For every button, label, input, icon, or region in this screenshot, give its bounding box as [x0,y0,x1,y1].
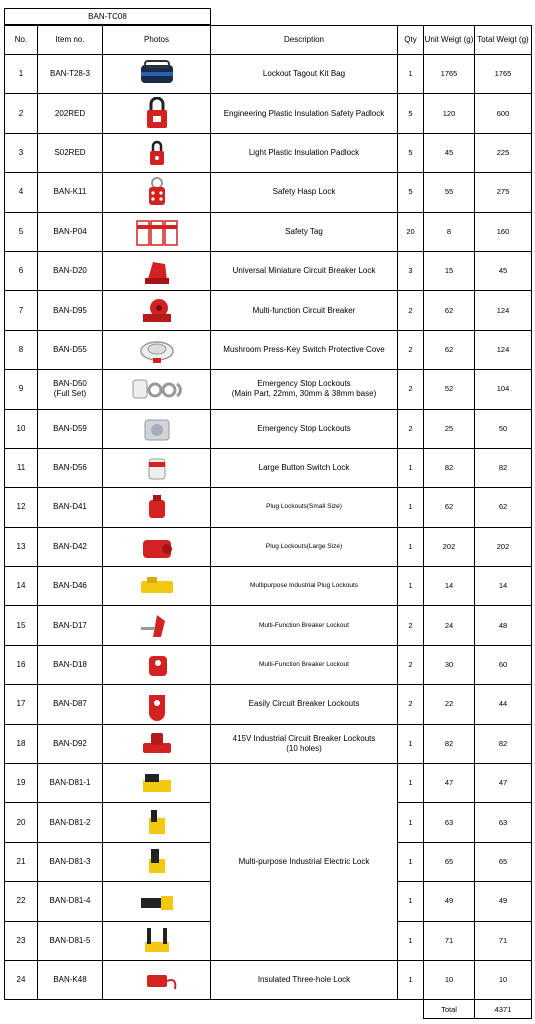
item-number: BAN-D81-1 [38,764,103,803]
table-row [5,960,532,999]
row-number: 24 [5,960,38,999]
item-unit-weight: 45 [424,133,475,172]
item-unit-weight: 82 [424,448,475,487]
header-row [5,26,532,55]
item-number: BAN-D92 [38,724,103,763]
item-description: Emergency Stop Lockouts (Main Part, 22mm, 30mm & 38mm base) [211,370,398,409]
product-photo [103,724,211,763]
row-number: 6 [5,251,38,290]
item-number: BAN-K11 [38,173,103,212]
item-qty: 2 [398,645,424,684]
estop-icon [131,412,183,446]
item-number: BAN-P04 [38,212,103,251]
table-row [5,370,532,409]
product-photo [103,251,211,290]
item-total-weight: 124 [475,291,532,330]
industrial-plug-icon [131,569,183,603]
item-unit-weight: 82 [424,724,475,763]
item-unit-weight: 65 [424,842,475,881]
electric-lock-1-icon [131,766,183,800]
item-number: BAN-D87 [38,685,103,724]
item-unit-weight: 55 [424,173,475,212]
header-unit-weight: Unit Weigt (g) [424,26,475,55]
total-row [5,1000,532,1019]
item-qty: 1 [398,960,424,999]
table-row [5,527,532,566]
item-qty: 2 [398,606,424,645]
item-qty: 1 [398,55,424,94]
row-number: 5 [5,212,38,251]
table-row [5,133,532,172]
item-number: BAN-D17 [38,606,103,645]
item-unit-weight: 14 [424,567,475,606]
plug-small-icon [131,490,183,524]
item-unit-weight: 1765 [424,55,475,94]
product-photo [103,567,211,606]
item-unit-weight: 120 [424,94,475,133]
row-number: 16 [5,645,38,684]
table-row [5,764,532,803]
item-description: Insulated Three-hole Lock [211,960,398,999]
electric-lock-3-icon [131,845,183,879]
table-row [5,330,532,369]
item-qty: 1 [398,567,424,606]
header-description: Description [211,26,398,55]
product-photo [103,409,211,448]
item-total-weight: 65 [475,842,532,881]
item-description: 415V Industrial Circuit Breaker Lockouts (10 holes) [211,724,398,763]
row-number: 19 [5,764,38,803]
item-description: Safety Hasp Lock [211,173,398,212]
button-lock-icon [131,451,183,485]
product-photo [103,803,211,842]
item-description: Multi-function Circuit Breaker [211,291,398,330]
item-unit-weight: 15 [424,251,475,290]
item-description: Universal Miniature Circuit Breaker Lock [211,251,398,290]
product-photo [103,330,211,369]
item-total-weight: 202 [475,527,532,566]
product-photo [103,842,211,881]
kit-bag-icon [131,57,183,91]
item-qty: 1 [398,882,424,921]
item-qty: 2 [398,685,424,724]
item-qty: 20 [398,212,424,251]
parts-table [4,25,532,1019]
item-qty: 1 [398,488,424,527]
electric-lock-4-icon [131,884,183,918]
row-number: 22 [5,882,38,921]
item-qty: 5 [398,94,424,133]
header-qty: Qty [398,26,424,55]
hasp-icon [131,175,183,209]
item-description: Easily Circuit Breaker Lockouts [211,685,398,724]
row-number: 3 [5,133,38,172]
table-row [5,291,532,330]
item-number: BAN-D20 [38,251,103,290]
multi-breaker-icon [131,294,183,328]
product-photo [103,685,211,724]
item-number: BAN-D81-3 [38,842,103,881]
item-number: BAN-D81-5 [38,921,103,960]
item-qty: 1 [398,448,424,487]
row-number: 8 [5,330,38,369]
item-qty: 1 [398,803,424,842]
item-total-weight: 600 [475,94,532,133]
three-hole-lock-icon [131,963,183,997]
plug-large-icon [131,530,183,564]
item-total-weight: 104 [475,370,532,409]
item-description: Lockout Tagout Kit Bag [211,55,398,94]
product-photo [103,488,211,527]
item-total-weight: 71 [475,921,532,960]
item-description: Safety Tag [211,212,398,251]
header-item: Item no. [38,26,103,55]
easy-breaker-icon [131,687,183,721]
product-photo [103,645,211,684]
item-qty: 1 [398,842,424,881]
small-padlock-icon [131,136,183,170]
item-description: Mushroom Press-Key Switch Protective Cove [211,330,398,369]
table-row [5,448,532,487]
item-qty: 5 [398,173,424,212]
product-photo [103,133,211,172]
item-qty: 2 [398,291,424,330]
kit-title: BAN-TC08 [5,9,211,25]
item-total-weight: 124 [475,330,532,369]
item-total-weight: 10 [475,960,532,999]
item-total-weight: 50 [475,409,532,448]
row-number: 4 [5,173,38,212]
item-description: Multi-purpose Industrial Electric Lock [211,764,398,961]
item-description: Multi-Function Breaker Lockout [211,606,398,645]
total-label: Total [424,1000,475,1019]
product-photo [103,173,211,212]
row-number: 2 [5,94,38,133]
row-number: 18 [5,724,38,763]
item-number: BAN-D42 [38,527,103,566]
item-total-weight: 49 [475,882,532,921]
item-number: 202RED [38,94,103,133]
row-number: 9 [5,370,38,409]
item-number: BAN-D56 [38,448,103,487]
item-number: BAN-D41 [38,488,103,527]
product-photo [103,764,211,803]
item-qty: 1 [398,764,424,803]
product-photo [103,448,211,487]
item-unit-weight: 24 [424,606,475,645]
item-unit-weight: 62 [424,488,475,527]
table-row [5,685,532,724]
item-description: Plug Lockouts(Large Size) [211,527,398,566]
item-description: Plug Lockouts(Small Size) [211,488,398,527]
tags-icon [131,215,183,249]
table-row [5,94,532,133]
row-number: 13 [5,527,38,566]
item-number: BAN-D18 [38,645,103,684]
item-description: Multipurpose Industrial Plug Lockouts [211,567,398,606]
padlock-icon [131,97,183,131]
item-unit-weight: 8 [424,212,475,251]
item-description: Large Button Switch Lock [211,448,398,487]
item-number: BAN-D59 [38,409,103,448]
item-number: BAN-T28-3 [38,55,103,94]
415v-breaker-icon [131,727,183,761]
item-number: BAN-D50 (Full Set) [38,370,103,409]
item-description: Light Plastic Insulation Padlock [211,133,398,172]
product-photo [103,291,211,330]
item-total-weight: 1765 [475,55,532,94]
row-number: 11 [5,448,38,487]
breaker-lockout-a-icon [131,609,183,643]
row-number: 12 [5,488,38,527]
row-number: 1 [5,55,38,94]
item-unit-weight: 62 [424,330,475,369]
item-total-weight: 60 [475,645,532,684]
header-total-weight: Total Weigt (g) [475,26,532,55]
item-number: S02RED [38,133,103,172]
item-unit-weight: 71 [424,921,475,960]
header-photos: Photos [103,26,211,55]
product-photo [103,212,211,251]
item-total-weight: 47 [475,764,532,803]
item-number: BAN-D81-4 [38,882,103,921]
item-qty: 3 [398,251,424,290]
switch-cover-icon [131,333,183,367]
item-total-weight: 45 [475,251,532,290]
product-photo [103,370,211,409]
row-number: 21 [5,842,38,881]
table-row [5,173,532,212]
row-number: 15 [5,606,38,645]
item-total-weight: 225 [475,133,532,172]
product-photo [103,960,211,999]
item-unit-weight: 49 [424,882,475,921]
table-row [5,55,532,94]
title-table [4,8,211,25]
item-total-weight: 44 [475,685,532,724]
product-photo [103,55,211,94]
item-total-weight: 62 [475,488,532,527]
item-unit-weight: 25 [424,409,475,448]
item-qty: 2 [398,330,424,369]
table-row [5,645,532,684]
row-number: 23 [5,921,38,960]
item-unit-weight: 30 [424,645,475,684]
product-photo [103,94,211,133]
item-number: BAN-D95 [38,291,103,330]
product-photo [103,527,211,566]
item-qty: 1 [398,724,424,763]
item-unit-weight: 10 [424,960,475,999]
item-qty: 1 [398,527,424,566]
breaker-lock-icon [131,254,183,288]
item-unit-weight: 52 [424,370,475,409]
item-number: BAN-D81-2 [38,803,103,842]
row-number: 10 [5,409,38,448]
item-total-weight: 82 [475,448,532,487]
item-qty: 5 [398,133,424,172]
item-number: BAN-D46 [38,567,103,606]
item-qty: 2 [398,409,424,448]
product-photo [103,882,211,921]
item-unit-weight: 63 [424,803,475,842]
breaker-lockout-b-icon [131,648,183,682]
item-total-weight: 275 [475,173,532,212]
header-no: No. [5,26,38,55]
row-number: 17 [5,685,38,724]
row-number: 14 [5,567,38,606]
item-unit-weight: 47 [424,764,475,803]
product-photo [103,921,211,960]
item-description: Multi-Function Breaker Lockout [211,645,398,684]
table-row [5,488,532,527]
item-total-weight: 14 [475,567,532,606]
item-description: Emergency Stop Lockouts [211,409,398,448]
electric-lock-5-icon [131,924,183,958]
item-qty: 1 [398,921,424,960]
table-row [5,724,532,763]
item-unit-weight: 22 [424,685,475,724]
table-row [5,212,532,251]
item-total-weight: 63 [475,803,532,842]
electric-lock-2-icon [131,806,183,840]
item-unit-weight: 202 [424,527,475,566]
total-value: 4371 [475,1000,532,1019]
row-number: 7 [5,291,38,330]
table-row [5,567,532,606]
estop-set-icon [131,372,183,406]
item-total-weight: 160 [475,212,532,251]
item-qty: 2 [398,370,424,409]
table-row [5,251,532,290]
item-unit-weight: 62 [424,291,475,330]
item-total-weight: 48 [475,606,532,645]
item-total-weight: 82 [475,724,532,763]
table-row [5,606,532,645]
table-row [5,409,532,448]
item-description: Engineering Plastic Insulation Safety Padlock [211,94,398,133]
item-number: BAN-D55 [38,330,103,369]
item-number: BAN-K48 [38,960,103,999]
product-photo [103,606,211,645]
row-number: 20 [5,803,38,842]
